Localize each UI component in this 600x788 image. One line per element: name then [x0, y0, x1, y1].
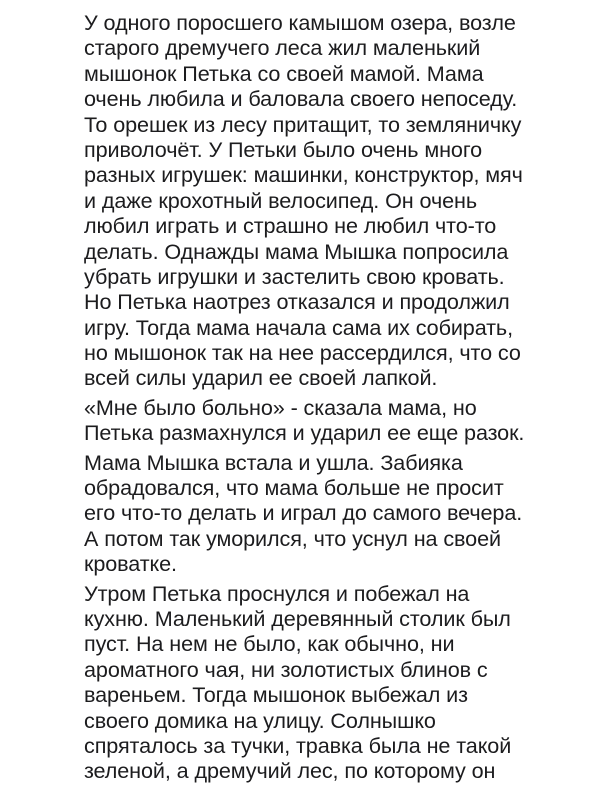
text-line: То орешек из лесу притащит, то земляничку	[84, 111, 522, 137]
paragraph-3	[84, 450, 584, 577]
text-line: кухню. Маленький деревянный столик был	[84, 605, 511, 631]
text-line: делать. Однажды мама Мышка попросила	[84, 238, 509, 264]
text-line: мышонок Петька со своей мамой. Мама	[84, 60, 484, 86]
text-line: любил играть и страшно не любил что-то	[84, 213, 497, 239]
text-line: Мама Мышка встала и ушла. Забияка	[84, 449, 463, 475]
text-line: его что-то делать и играл до самого вечера.	[84, 500, 523, 526]
text-line: «Мне было больно» - сказала мама, но	[84, 394, 477, 420]
text-line: приволочёт. У Петьки было очень много	[84, 136, 483, 162]
text-line: ароматного чая, ни золотистых блинов с	[84, 656, 488, 682]
text-line: убрать игрушки и застелить свою кровать.	[84, 263, 505, 289]
text-line: вареньем. Тогда мышонок выбежал из	[84, 682, 468, 708]
text-line: игру. Тогда мама начала сама их собирать,	[84, 314, 513, 340]
text-line: разных игрушек: машинки, конструктор, мяч	[84, 162, 523, 188]
text-line: Но Петька наотрез отказался и продолжил	[84, 289, 510, 315]
text-line: обрадовался, что мама больше не просит	[84, 475, 504, 501]
text-line: и даже крохотный велосипед. Он очень	[84, 187, 477, 213]
text-line: пуст. На нем не было, как обычно, ни	[84, 631, 455, 657]
text-line: У одного поросшего камышом озера, возле	[84, 10, 516, 35]
text-line: зеленой, а дремучий лес, по которому он	[84, 758, 496, 784]
text-line: Утром Петька проснулся и побежал на	[84, 580, 470, 606]
story-text	[84, 10, 584, 788]
text-line: очень любила и баловала своего непоседу.	[84, 86, 518, 112]
text-line: А потом так уморился, что уснул на своей	[84, 525, 501, 551]
text-line: но мышонок так на нее рассердился, что со	[84, 340, 521, 366]
text-line: своего домика на улицу. Солнышко	[84, 707, 436, 733]
text-line: Петька размахнулся и ударил ее еще разок.	[84, 420, 525, 446]
text-line: всей силы ударил ее своей лапкой.	[84, 365, 438, 391]
text-line: старого дремучего леса жил маленький	[84, 35, 481, 61]
paragraph-2	[84, 395, 584, 446]
text-line: кроватке.	[84, 551, 177, 577]
paragraph-4	[84, 581, 584, 784]
text-line: спряталось за тучки, травка была не такой	[84, 732, 512, 758]
paragraph-1	[84, 10, 584, 391]
